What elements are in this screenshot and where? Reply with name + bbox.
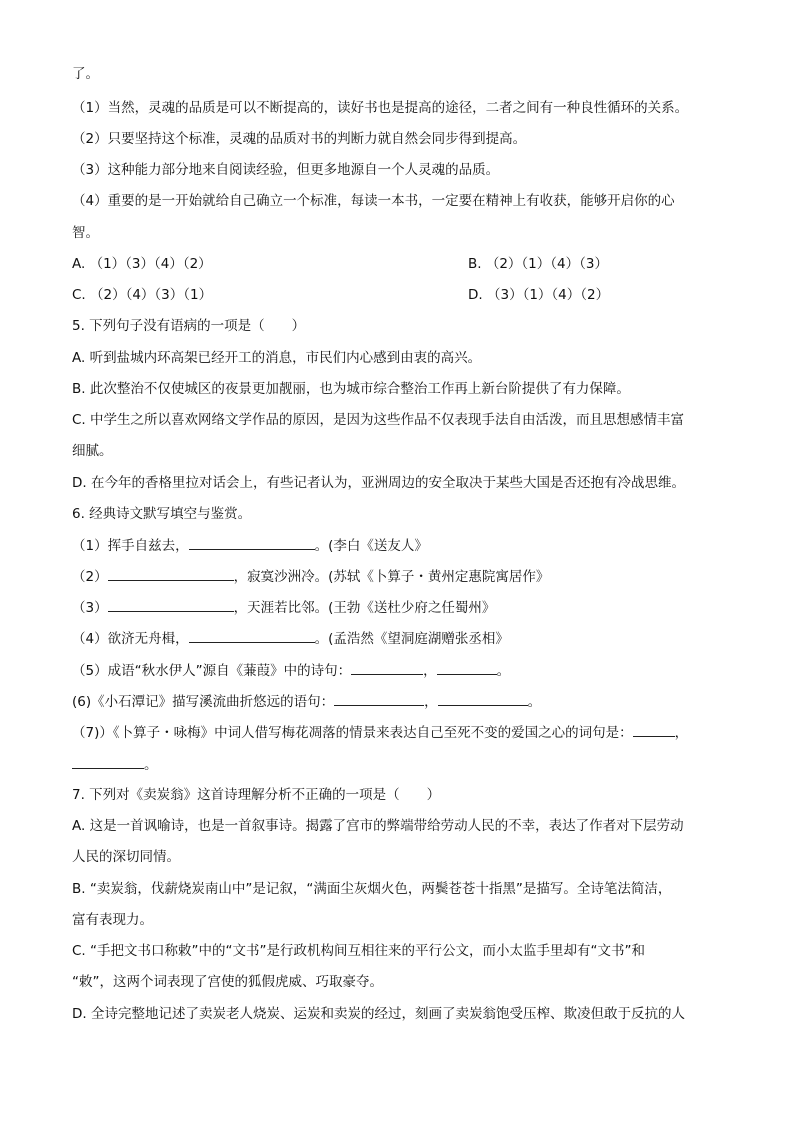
separator: ， [424,694,438,710]
q4-choice-a: A. （1）（3）（4）（2） [72,256,212,272]
text-line: “敕”，这两个词表现了宫使的狐假虎威、巧取豪夺。 [72,974,383,990]
q4-choice-d: D. （3）（1）（4）（2） [468,287,610,303]
q6-item-3-prefix: （3） [72,600,108,616]
answer-blank[interactable] [108,597,234,612]
end-mark: 。 [144,757,158,773]
answer-blank[interactable] [108,566,234,581]
q5-choice-a: A. 听到盐城内环高架已经开工的消息，市民们内心感到由衷的高兴。 [72,350,482,366]
q6-item-7 [72,722,722,743]
text-line: 富有表现力。 [72,912,153,928]
q6-item-4-prefix: （4）欲济无舟楫， [72,631,189,647]
q6-item-5 [72,660,722,681]
q4-choice-b: B. （2）（1）（4）（3） [468,256,608,272]
q6-item-3-suffix: ，天涯若比邻。(王勃《送杜少府之任蜀州》 [233,600,496,616]
end-mark: 。 [496,663,511,679]
q6-item-7-continued [72,754,722,775]
q4-options-row-2 [72,285,722,305]
q6-item-1-suffix: 。(李白《送友人》 [314,538,428,554]
q7-choice-d: D. 全诗完整地记述了卖炭老人烧炭、运炭和卖炭的经过，刻画了卖炭翁饱受压榨、欺凌但敢于反抗的人 [72,1006,685,1022]
q6-item-7-prefix: （7)）《卜算子・咏梅》中词人借写梅花凋落的情景来表达自己至死不变的爱国之心的词句是： [72,725,633,741]
q6-item-3 [72,597,722,618]
q7-choice-a: A. 这是一首讽喻诗，也是一首叙事诗。揭露了宫市的弊端带给劳动人民的不幸，表达了作者对下层劳动 [72,818,684,834]
answer-blank[interactable] [189,535,315,550]
answer-blank[interactable] [72,754,144,769]
q5-choice-c: C. 中学生之所以喜欢网络文学作品的原因，是因为这些作品不仅表现手法自由活泼，而且思想感情丰富 [72,412,685,428]
q6-item-2-prefix: （2） [72,569,108,585]
separator: ， [674,725,689,741]
text-line: 人民的深切同情。 [72,849,180,865]
text-line: 了。 [72,66,99,82]
sentence-option-4: （4）重要的是一开始就给自己确立一个标准，每读一本书，一定要在精神上有收获，能够开启你的心 [72,193,675,209]
q4-options-row-1 [72,254,722,274]
answer-blank[interactable] [633,722,675,737]
answer-blank[interactable] [437,660,497,675]
sentence-option-1: （1）当然，灵魂的品质是可以不断提高的，读好书也是提高的途径，二者之间有一种良性循环的关系。 [72,100,689,116]
q6-item-4 [72,628,722,649]
q4-choice-c: C. （2）（4）（3）（1） [72,287,213,303]
answer-blank[interactable] [334,691,424,706]
q6-item-1-prefix: （1）挥手自兹去， [72,538,189,554]
q5-choice-d: D. 在今年的香格里拉对话会上，有些记者认为，亚洲周边的安全取决于某些大国是否还抱有冷战思维。 [72,475,685,491]
question-7-title: 7. 下列对《卖炭翁》这首诗理解分析不正确的一项是（ ） [72,787,441,803]
question-6-title: 6. 经典诗文默写填空与鉴赏。 [72,506,252,522]
q6-item-1 [72,535,722,556]
question-5-title: 5. 下列句子没有语病的一项是（ ） [72,318,306,334]
q6-item-4-suffix: 。(孟浩然《望洞庭湖赠张丞相》 [314,631,509,647]
q6-item-6 [72,691,722,712]
separator: ， [423,663,437,679]
text-line: 智。 [72,225,99,241]
q6-item-6-prefix: (6)《小石潭记》描写溪流曲折悠远的语句： [72,694,335,710]
text-line: 细腻。 [72,443,113,459]
q7-choice-c: C. “手把文书口称敕”中的“文书”是行政机构间互相往来的平行公文，而小太监手里却有“文书”和 [72,943,645,959]
answer-blank[interactable] [189,628,315,643]
answer-blank[interactable] [438,691,528,706]
end-mark: 。 [527,694,542,710]
q6-item-2-suffix: ，寂寞沙洲冷。(苏轼《卜算子・黄州定惠院寓居作》 [233,569,550,585]
q6-item-2 [72,566,722,587]
answer-blank[interactable] [351,660,423,675]
q6-item-5-prefix: （5）成语“秋水伊人”源自《蒹葭》中的诗句： [72,663,352,679]
sentence-option-3: （3）这种能力部分地来自阅读经验，但更多地源自一个人灵魂的品质。 [72,162,500,178]
q7-choice-b: B. “卖炭翁，伐薪烧炭南山中”是记叙，“满面尘灰烟火色，两鬓苍苍十指黑”是描写。全诗笔法简洁， [72,881,672,897]
q5-choice-b: B. 此次整治不仅使城区的夜景更加靓丽，也为城市综合整治工作再上新台阶提供了有力保障。 [72,381,630,397]
sentence-option-2: （2）只要坚持这个标准，灵魂的品质对书的判断力就自然会同步得到提高。 [72,131,527,147]
